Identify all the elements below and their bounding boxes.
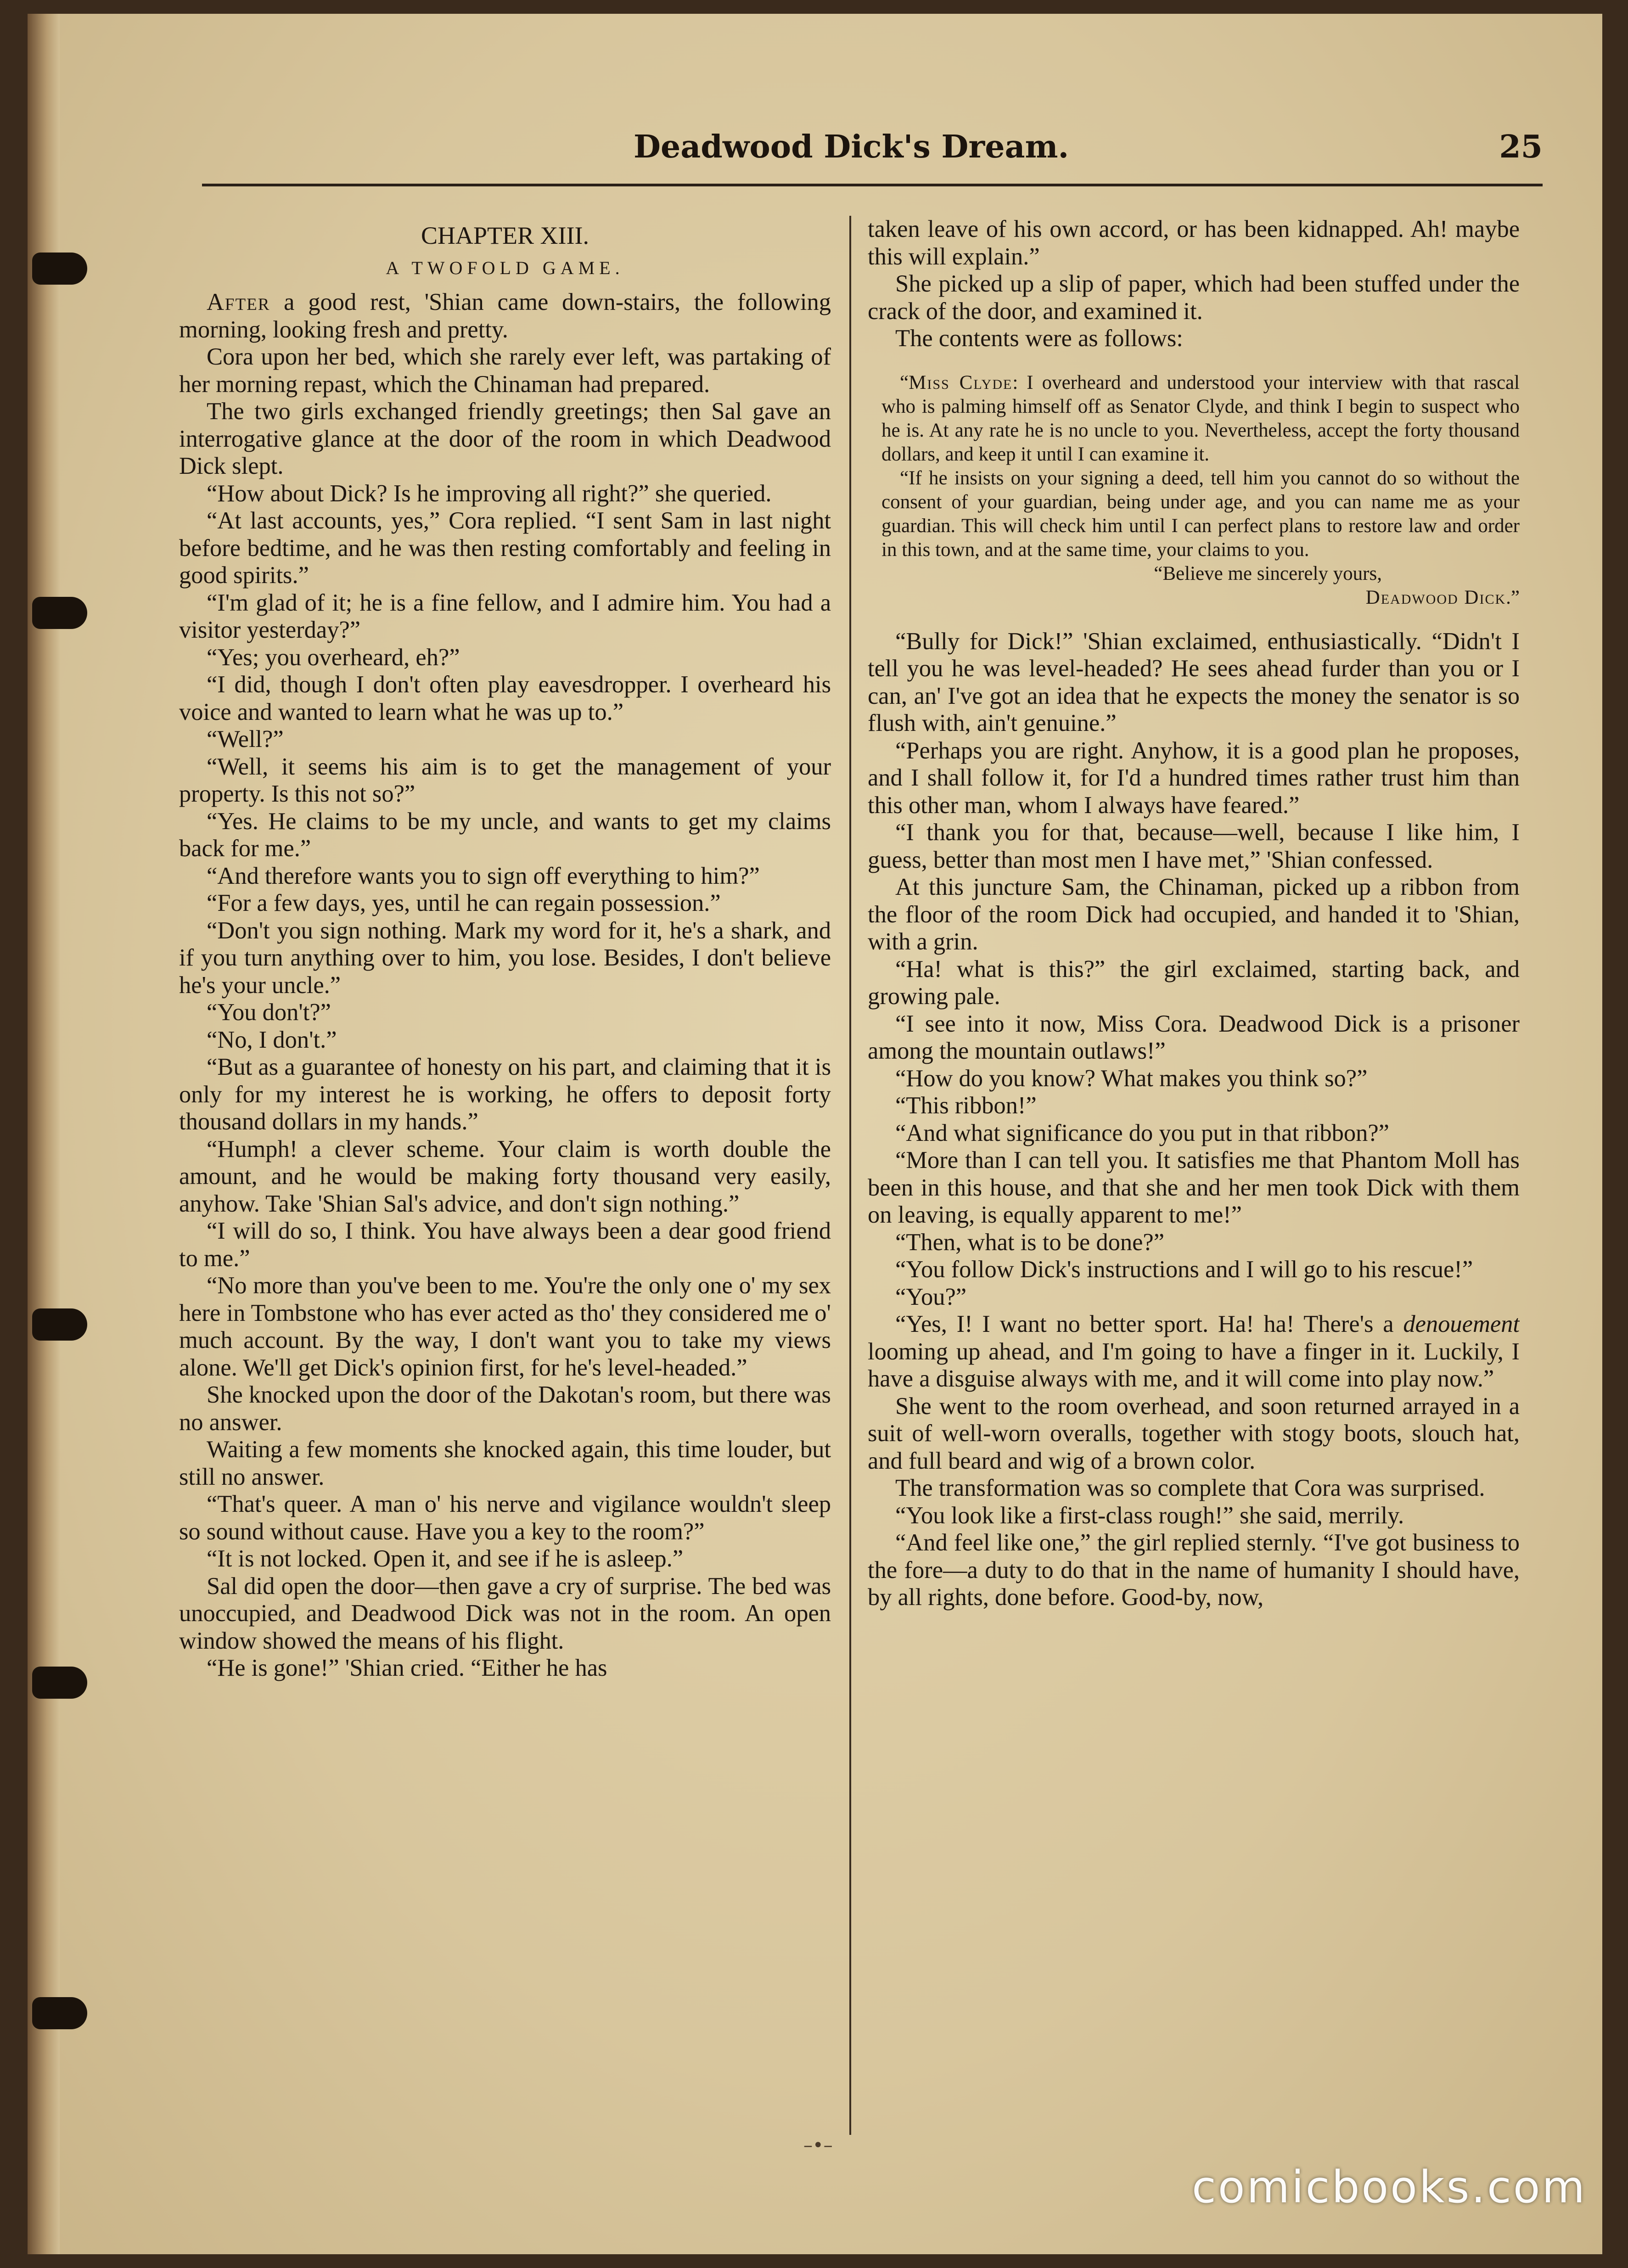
page-binding xyxy=(28,14,60,2254)
binding-stitch xyxy=(32,253,87,285)
paragraph: “At last accounts, yes,” Cora replied. “I sent Sam in last night before bedtime, and he was then resting comfortably and feeling in good spirits.” xyxy=(179,507,831,589)
letter-text: : I overheard and understood your interview with that rascal who is palming himself off as Senator Clyde, and think I begin to suspect who he is. At any rate he is no uncle to you. Nevertheless, accept the forty thousand dollars, and keep it until I can examine it. xyxy=(881,371,1520,465)
left-column xyxy=(179,216,831,2135)
book-page xyxy=(28,14,1602,2254)
paragraph: “Well, it seems his aim is to get the management of your property. Is this not so?” xyxy=(179,753,831,807)
running-head xyxy=(634,129,1543,179)
binding-stitch xyxy=(32,1667,87,1699)
paragraph: “And feel like one,” the girl replied sternly. “I've got business to the fore—a duty to do that in the name of humanity I should have, by all rights, done before. Good-by, now, xyxy=(868,1529,1520,1611)
paragraph: “You don't?” xyxy=(207,999,331,1026)
letter-signature-name: Deadwood Dick xyxy=(1365,586,1506,608)
paragraph: “You look like a first-class rough!” she said, merrily. xyxy=(895,1502,1404,1529)
chapter-heading: CHAPTER XIII. xyxy=(421,222,589,249)
letter-closing: “Believe me sincerely yours, xyxy=(1154,562,1382,584)
letter-block xyxy=(881,371,1520,610)
running-title: Deadwood Dick's Dream. xyxy=(634,129,1069,165)
letter-paragraph: “If he insists on your signing a deed, tell him you cannot do so without the consent of your guardian, being under age, and you can name me as your guardian. This will check him until I can perfect plans to restore law and order in this town, and at the same time, your claims to you. xyxy=(881,467,1520,561)
paragraph: “More than I can tell you. It satisfies me that Phantom Moll has been in this house, and that she and her men took Dick with them on leaving, is equally apparent to me!” xyxy=(868,1147,1520,1228)
paragraph: “For a few days, yes, until he can regain possession.” xyxy=(207,890,721,916)
paragraph-text: “Yes, I! I want no better sport. Ha! ha! There's a xyxy=(895,1311,1403,1337)
drop-word: After xyxy=(207,289,270,315)
paragraph: “It is not locked. Open it, and see if he is asleep.” xyxy=(207,1545,684,1572)
paragraph: Cora upon her bed, which she rarely ever left, was partaking of her morning repast, which the Chinaman had prepared. xyxy=(179,343,831,398)
paragraph: “No, I don't.” xyxy=(207,1026,337,1053)
paragraph: “I see into it now, Miss Cora. Deadwood Dick is a prisoner among the mountain outlaws!” xyxy=(868,1010,1520,1064)
letter-signature xyxy=(881,586,1520,610)
paragraph: “This ribbon!” xyxy=(895,1092,1037,1119)
paragraph: “Then, what is to be done?” xyxy=(895,1229,1165,1256)
paragraph: She picked up a slip of paper, which had been stuffed under the crack of the door, and examined it. xyxy=(868,270,1520,325)
paragraph: “I'm glad of it; he is a fine fellow, and I admire him. You had a visitor yesterday?” xyxy=(179,589,831,643)
binding-stitch xyxy=(32,597,87,629)
paragraph-text: looming up ahead, and I'm going to have a finger in it. Luckily, I have a disguise always with me, and it will come into play now.” xyxy=(868,1338,1520,1392)
chapter-subtitle: A TWOFOLD GAME. xyxy=(386,257,624,278)
letter-salutation: Miss Clyde xyxy=(909,371,1013,393)
paragraph: “You follow Dick's instructions and I will go to his rescue!” xyxy=(895,1256,1473,1283)
paragraph xyxy=(868,1311,1520,1393)
paragraph: The transformation was so complete that Cora was surprised. xyxy=(895,1475,1485,1501)
column-divider xyxy=(849,216,851,2135)
paragraph: “You?” xyxy=(895,1283,967,1310)
paragraph: The two girls exchanged friendly greetings; then Sal gave an interrogative glance at the door of the room in which Deadwood Dick slept. xyxy=(179,398,831,479)
paragraph: “Perhaps you are right. Anyhow, it is a good plan he proposes, and I shall follow it, for I'd a hundred times rather trust him than this other man, whom I always have feared.” xyxy=(868,737,1520,819)
paragraph: “But as a guarantee of honesty on his part, and claiming that it is only for my interest he is working, he offers to deposit forty thousand dollars in my hands.” xyxy=(179,1054,831,1135)
paragraph: “I did, though I don't often play eavesdropper. I overheard his voice and wanted to learn what he was up to.” xyxy=(179,671,831,725)
watermark: comicbooks.com xyxy=(1191,2161,1587,2213)
paragraph xyxy=(179,289,831,343)
paragraph: “That's queer. A man o' his nerve and vigilance wouldn't sleep so sound without cause. Have you a key to the room?” xyxy=(179,1491,831,1545)
letter-paragraph: “Miss Clyde: I overheard and understood your interview with that rascal who is palming himself off as Senator Clyde, and think I begin to suspect who he is. At any rate he is no uncle to you. Nevertheless, accept the forty thousand dollars, and keep it until I can examine it. xyxy=(881,371,1520,465)
paragraph: “Bully for Dick!” 'Shian exclaimed, enthusiastically. “Didn't I tell you he was level-headed? He sees ahead furder than you or I can, an' I've got an idea that he expects the money the senator is so flush with, ain't genuine.” xyxy=(868,628,1520,736)
header-rule xyxy=(202,184,1543,186)
footer-ornament: –•– xyxy=(803,2135,833,2156)
binding-stitch xyxy=(32,1997,87,2029)
paragraph: “I will do so, I think. You have always been a dear good friend to me.” xyxy=(179,1218,831,1272)
paragraph-text: a good rest, 'Shian came down-stairs, the following morning, looking fresh and pretty. xyxy=(179,289,831,343)
paragraph: The contents were as follows: xyxy=(895,325,1183,352)
paragraph: “I thank you for that, because—well, because I like him, I guess, better than most men I have met,” 'Shian confessed. xyxy=(868,819,1520,873)
paragraph: “And therefore wants you to sign off everything to him?” xyxy=(207,862,760,889)
paragraph: “No more than you've been to me. You're the only one o' my sex here in Tombstone who has ever acted as tho' they considered me o' much account. By the way, I don't want you to take my views alone. We'll get Dick's opinion first, for he's level-headed.” xyxy=(179,1272,831,1381)
paragraph: “He is gone!” 'Shian cried. “Either he has xyxy=(207,1655,607,1681)
paragraph: “Don't you sign nothing. Mark my word for it, he's a shark, and if you turn anything over to him, you lose. Besides, I don't believe he's your uncle.” xyxy=(179,917,831,999)
paragraph: She knocked upon the door of the Dakotan's room, but there was no answer. xyxy=(179,1381,831,1436)
letter-signature-end: .” xyxy=(1506,586,1520,608)
paragraph: Waiting a few moments she knocked again, this time louder, but still no answer. xyxy=(179,1436,831,1490)
paragraph: “Yes; you overheard, eh?” xyxy=(207,644,460,671)
italic-word: denouement xyxy=(1403,1311,1520,1337)
page-number: 25 xyxy=(1499,129,1543,165)
paragraph: Sal did open the door—then gave a cry of surprise. The bed was unoccupied, and Deadwood Dick was not in the room. An open window showed the means of his flight. xyxy=(179,1572,831,1654)
paragraph: At this juncture Sam, the Chinaman, picked up a ribbon from the floor of the room Dick had occupied, and handed it to 'Shian, with a grin. xyxy=(868,874,1520,955)
paragraph: “And what significance do you put in that ribbon?” xyxy=(895,1119,1389,1146)
binding-stitch xyxy=(32,1308,87,1341)
paragraph: “Humph! a clever scheme. Your claim is worth double the amount, and he would be making forty thousand very easily, anyhow. Take 'Shian Sal's advice, and don't sign nothing.” xyxy=(179,1135,831,1217)
paragraph: “Yes. He claims to be my uncle, and wants to get my claims back for me.” xyxy=(179,808,831,862)
paragraph: “How about Dick? Is he improving all right?” she queried. xyxy=(207,480,772,507)
paragraph: “Well?” xyxy=(207,726,284,752)
paragraph: taken leave of his own accord, or has been kidnapped. Ah! maybe this will explain.” xyxy=(868,216,1520,270)
paragraph: “Ha! what is this?” the girl exclaimed, starting back, and growing pale. xyxy=(868,955,1520,1010)
paragraph: “How do you know? What makes you think so?” xyxy=(895,1065,1368,1092)
paragraph: She went to the room overhead, and soon returned arrayed in a suit of well-worn overalls, together with stogy boots, slouch hat, and full beard and wig of a brown color. xyxy=(868,1392,1520,1474)
right-column xyxy=(868,216,1520,2135)
